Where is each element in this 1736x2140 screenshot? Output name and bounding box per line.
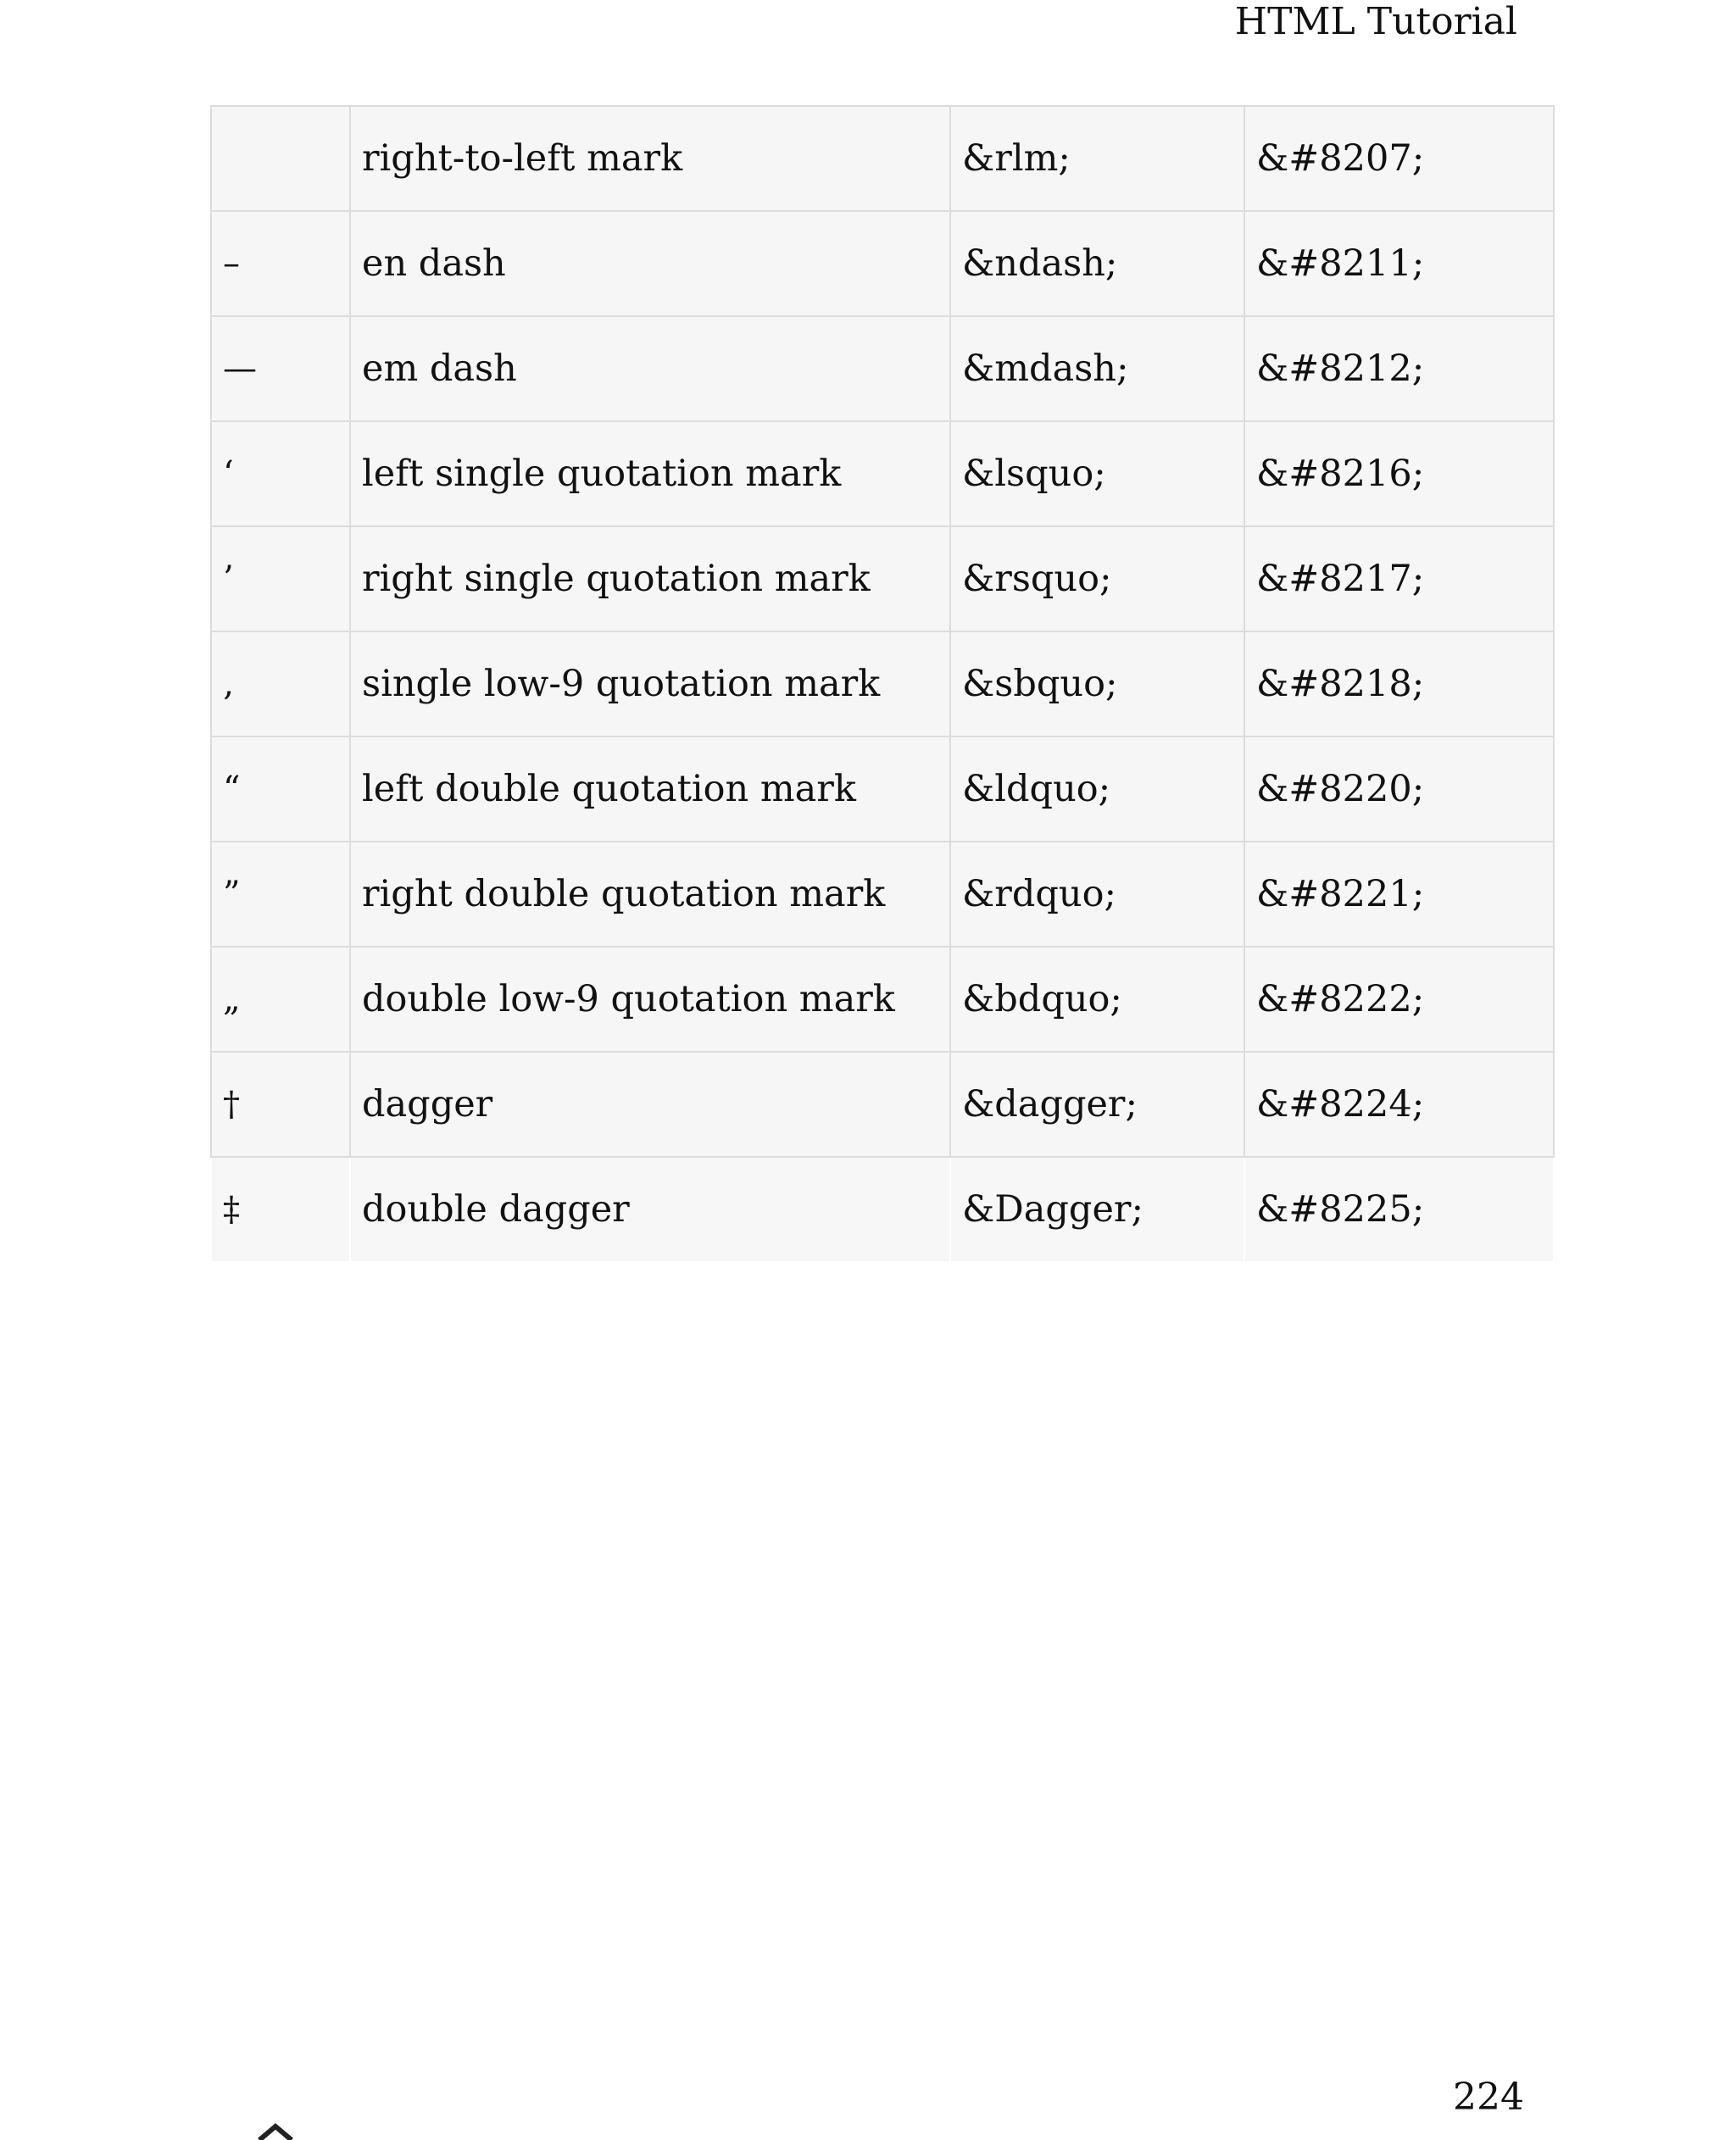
symbol-cell: – — [211, 211, 350, 316]
entity-name-cell: &ndash; — [950, 211, 1244, 316]
entity-number-cell: &#8211; — [1244, 211, 1554, 316]
entity-number-cell: &#8222; — [1244, 947, 1554, 1052]
entity-table — [210, 105, 1555, 1263]
table-row — [211, 211, 1554, 316]
page-number: 224 — [1453, 2076, 1524, 2119]
description-cell: em dash — [350, 316, 950, 421]
description-cell: left double quotation mark — [350, 736, 950, 842]
table-row — [211, 631, 1554, 736]
entity-number-cell: &#8217; — [1244, 526, 1554, 631]
table-row — [211, 1157, 1554, 1262]
table-row — [211, 316, 1554, 421]
description-cell: single low-9 quotation mark — [350, 631, 950, 736]
symbol-cell: ‡ — [211, 1157, 350, 1262]
entity-number-cell: &#8224; — [1244, 1052, 1554, 1157]
symbol-cell: ‚ — [211, 631, 350, 736]
symbol-cell: „ — [211, 947, 350, 1052]
table-row — [211, 842, 1554, 947]
entity-number-cell: &#8221; — [1244, 842, 1554, 947]
description-cell: right double quotation mark — [350, 842, 950, 947]
entity-name-cell: &Dagger; — [950, 1157, 1244, 1262]
entity-name-cell: &dagger; — [950, 1052, 1244, 1157]
table-row — [211, 947, 1554, 1052]
entity-name-cell: &lsquo; — [950, 421, 1244, 526]
symbol-cell: “ — [211, 736, 350, 842]
table-row — [211, 526, 1554, 631]
entity-name-cell: &bdquo; — [950, 947, 1244, 1052]
symbol-cell: ‘ — [211, 421, 350, 526]
table-row — [211, 421, 1554, 526]
symbol-cell — [211, 106, 350, 211]
entity-name-cell: &sbquo; — [950, 631, 1244, 736]
entity-number-cell: &#8216; — [1244, 421, 1554, 526]
entity-number-cell: &#8225; — [1244, 1157, 1554, 1262]
table-row — [211, 106, 1554, 211]
description-cell: en dash — [350, 211, 950, 316]
description-cell: double low-9 quotation mark — [350, 947, 950, 1052]
table-row — [211, 736, 1554, 842]
description-cell: right-to-left mark — [350, 106, 950, 211]
entity-number-cell: &#8218; — [1244, 631, 1554, 736]
table-row — [211, 1052, 1554, 1157]
description-cell: left single quotation mark — [350, 421, 950, 526]
symbol-cell: ’ — [211, 526, 350, 631]
entity-name-cell: &rlm; — [950, 106, 1244, 211]
home-icon[interactable] — [254, 2123, 297, 2140]
entity-number-cell: &#8212; — [1244, 316, 1554, 421]
entity-name-cell: &rdquo; — [950, 842, 1244, 947]
description-cell: dagger — [350, 1052, 950, 1157]
symbol-cell: — — [211, 316, 350, 421]
entity-name-cell: &rsquo; — [950, 526, 1244, 631]
entity-name-cell: &mdash; — [950, 316, 1244, 421]
entity-number-cell: &#8220; — [1244, 736, 1554, 842]
description-cell: right single quotation mark — [350, 526, 950, 631]
symbol-cell: † — [211, 1052, 350, 1157]
entity-number-cell: &#8207; — [1244, 106, 1554, 211]
page-header-title: HTML Tutorial — [1234, 0, 1517, 43]
description-cell: double dagger — [350, 1157, 950, 1262]
entity-name-cell: &ldquo; — [950, 736, 1244, 842]
symbol-cell: ” — [211, 842, 350, 947]
